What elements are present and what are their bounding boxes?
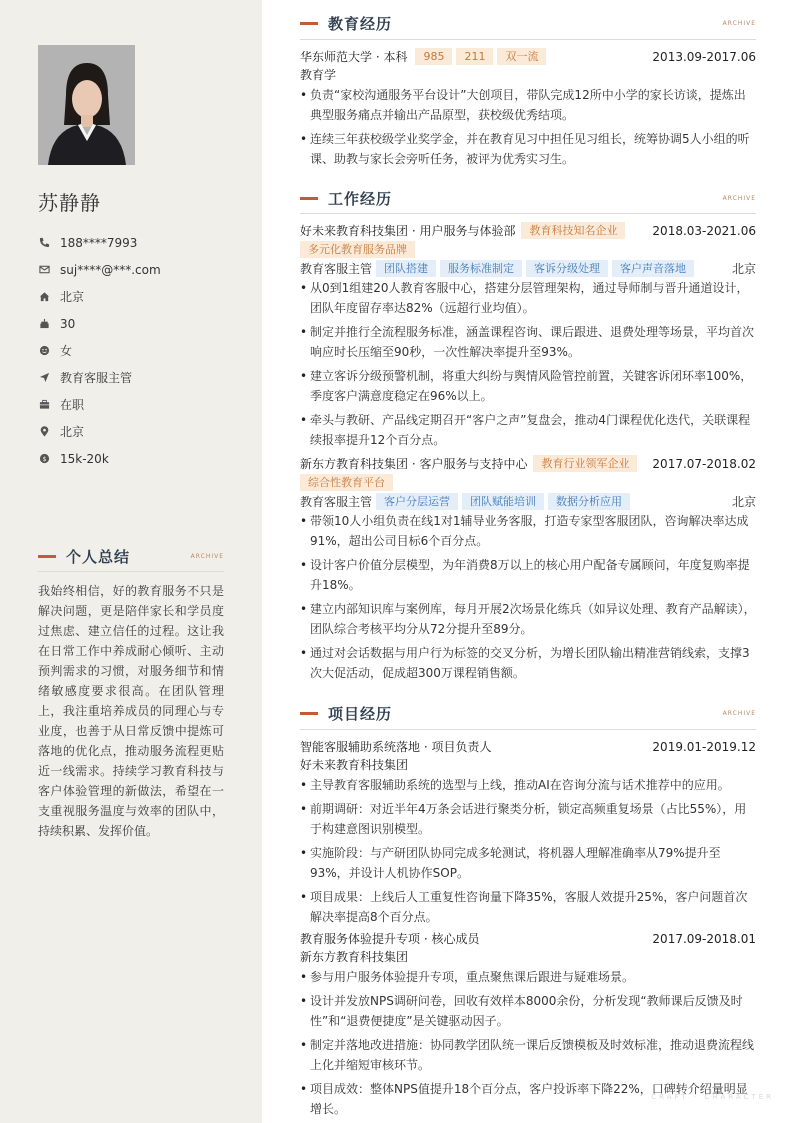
project-date: 2017.09-2018.01: [652, 931, 756, 946]
section-accent-bar: [300, 712, 318, 715]
gender-icon: [38, 345, 50, 357]
svg-text:$: $: [41, 454, 47, 463]
info-city: [38, 418, 161, 445]
briefcase-icon: [38, 399, 50, 411]
contact-info-list: [38, 229, 161, 472]
summary-section-title: 个人总结: [66, 548, 131, 566]
role-title: 教育客服主管: [300, 495, 373, 509]
project-entry: [300, 737, 756, 931]
project-header-row: [300, 737, 756, 756]
list-item: • 连续三年获校级学业奖学金，并在教育见习中担任见习组长，统筹协调5人小组的听课、助教与家长会旁听任务，被评为优秀实习生。: [300, 129, 756, 169]
project-name: 智能客服辅助系统落地 · 项目负责人: [300, 740, 492, 754]
mail-icon: [38, 264, 50, 276]
work-divider: [300, 213, 756, 214]
summary-text: 我始终相信，好的教育服务不只是解决问题，更是陪伴家长和学员度过焦虑、建立信任的过程。这让我在日常工作中养成耐心倾听、主动预判需求的习惯，对服务细节和情绪敏感度要求很高。在团队管理上，我注重培养成员的同理心与专业度，也善于从日常反馈中提炼可落地的优化点，推动服务流程更贴近一线需求。持续学习教育科技与客户体验管理的新做法，希望在一支重视服务温度与效率的团队中，持续积累、发挥价值。: [38, 584, 224, 838]
email-text: suj****@***.com: [60, 262, 161, 277]
home-icon: [38, 291, 50, 303]
info-salary: [38, 445, 161, 472]
education-date: 2013.09-2017.06: [652, 49, 756, 64]
section-accent-bar: [300, 197, 318, 200]
candidate-name: 苏静静: [38, 191, 101, 215]
list-item: • 项目成效：整体NPS值提升18个百分点，客户投诉率下降22%，口碑转介绍量明显增长。: [300, 1079, 756, 1119]
project-org: 好未来教育科技集团: [300, 758, 409, 772]
project-bullets: [300, 775, 756, 927]
work-entry: [300, 221, 756, 454]
project-divider: [300, 729, 756, 730]
list-item: • 设计客户价值分层模型，为年消费8万以上的核心用户配备专属顾问，年度复购率提升18%。: [300, 555, 756, 595]
summary-section-tag: ARCHIVE: [190, 553, 224, 560]
education-header-row: [300, 47, 756, 66]
send-icon: [38, 372, 50, 384]
watermark: CRAFT · CHARACTER: [651, 1093, 774, 1101]
school-name: 华东师范大学 · 本科: [300, 50, 408, 64]
list-item: • 制定并推行全流程服务标准，涵盖课程咨询、课后跟进、退费处理等场景，平均首次响应时长压缩至90秒，一次性解决率提升至93%。: [300, 322, 756, 362]
phone-text: 188****7993: [60, 235, 138, 250]
project-header-row: [300, 929, 756, 948]
work-header-row: [300, 454, 756, 473]
info-status: [38, 391, 161, 418]
company-tag: 综合性教育平台: [300, 474, 393, 491]
company-tag-row: [300, 473, 756, 492]
role-row: [300, 492, 756, 511]
info-age: [38, 310, 161, 337]
company-name: 好未来教育科技集团 · 用户服务与体验部: [300, 224, 516, 238]
gender-text: 女: [60, 344, 73, 358]
school-tag: 双一流: [497, 48, 546, 65]
work-city: 北京: [731, 495, 756, 509]
home-text: 北京: [60, 290, 85, 304]
list-item: • 实施阶段：与产研团队协同完成多轮测试，将机器人理解准确率从79%提升至93%，并设计人机协作SOP。: [300, 843, 756, 883]
info-home: [38, 283, 161, 310]
work-bullets: [300, 511, 756, 683]
project-section-title: 项目经历: [328, 705, 393, 723]
education-section-tag: ARCHIVE: [722, 20, 756, 27]
list-item: • 设计并发放NPS调研问卷，回收有效样本8000余份，分析发现“教师课后反馈及时性”和“退费便捷度”是关键驱动因子。: [300, 991, 756, 1031]
location-pin-icon: [38, 426, 50, 438]
education-entry: [300, 47, 756, 173]
info-phone: [38, 229, 161, 256]
work-city: 北京: [731, 262, 756, 276]
list-item: • 建立内部知识库与案例库，每月开展2次场景化练兵（如异议处理、教育产品解读），团队综合考核平均分从72分提升至89分。: [300, 599, 756, 639]
skill-tag: 客诉分级处理: [526, 260, 608, 277]
work-date: 2017.07-2018.02: [652, 456, 756, 471]
project-section-header: [300, 703, 756, 724]
company-tag: 教育科技知名企业: [521, 222, 625, 239]
list-item: • 建立客诉分级预警机制，将重大纠纷与舆情风险管控前置，关键客诉闭环率100%，季度客户满意度稳定在96%以上。: [300, 366, 756, 406]
major: 教育学: [300, 68, 337, 82]
list-item: • 从0到1组建20人教育客服中心，搭建分层管理架构，通过导师制与晋升通道设计，团队年度留存率达82%（远超行业均值）。: [300, 278, 756, 318]
list-item: • 制定并落地改进措施：协同教学团队统一课后反馈模板及时效标准，推动退费流程线上化并缩短审核环节。: [300, 1035, 756, 1075]
project-section-tag: ARCHIVE: [722, 710, 756, 717]
age-text: 30: [60, 316, 76, 331]
list-item: • 主导教育客服辅助系统的选型与上线，推动AI在咨询分流与话术推荐中的应用。: [300, 775, 756, 795]
work-section-header: [300, 188, 756, 209]
list-item: • 带领10人小组负责在线1对1辅导业务客服，打造专家型客服团队，咨询解决率达成91%，超出公司目标6个百分点。: [300, 511, 756, 551]
skill-tag: 团队搭建: [376, 260, 436, 277]
summary-section-header: [38, 546, 224, 567]
salary-icon: [38, 453, 50, 465]
project-org: 新东方教育科技集团: [300, 950, 409, 964]
skill-tag: 数据分析应用: [548, 493, 630, 510]
project-date: 2019.01-2019.12: [652, 739, 756, 754]
company-tag: 多元化教育服务品牌: [300, 241, 415, 258]
company-name: 新东方教育科技集团 · 客户服务与支持中心: [300, 457, 528, 471]
role-title: 教育客服主管: [300, 262, 373, 276]
phone-icon: [38, 237, 50, 249]
salary-text: 15k-20k: [60, 451, 109, 466]
education-section-header: [300, 13, 756, 34]
info-gender: [38, 337, 161, 364]
work-bullets: [300, 278, 756, 450]
list-item: • 通过对会话数据与用户行为标签的交叉分析，为增长团队输出精准营销线索，支撑3次大促活动，促成超300万课程销售额。: [300, 643, 756, 683]
education-section-title: 教育经历: [328, 15, 393, 33]
status-text: 在职: [60, 398, 85, 412]
list-item: • 前期调研：对近半年4万条会话进行聚类分析，锁定高频重复场景（占比55%），用于构建意图识别模型。: [300, 799, 756, 839]
list-item: • 项目成果：上线后人工重复性咨询量下降35%，客服人效提升25%，客户问题首次解决率提高8个百分点。: [300, 887, 756, 927]
section-accent-bar: [300, 22, 318, 25]
education-bullets: [300, 85, 756, 169]
city-text: 北京: [60, 425, 85, 439]
work-header-row: [300, 221, 756, 240]
work-entry: [300, 454, 756, 687]
role-row: [300, 259, 756, 278]
work-date: 2018.03-2021.06: [652, 223, 756, 238]
school-tag: 211: [456, 48, 493, 65]
skill-tag: 团队赋能培训: [462, 493, 544, 510]
company-tag: 教育行业领军企业: [533, 455, 637, 472]
school-tag: 985: [415, 48, 452, 65]
cake-icon: [38, 318, 50, 330]
summary-divider: [38, 571, 224, 572]
list-item: • 负责“家校沟通服务平台设计”大创项目，带队完成12所中小学的家长访谈，提炼出典型服务痛点并输出产品原型，获校级优秀结项。: [300, 85, 756, 125]
info-position: [38, 364, 161, 391]
profile-photo: [38, 45, 135, 165]
section-accent-bar: [38, 555, 56, 558]
skill-tag: 客户声音落地: [612, 260, 694, 277]
work-section-tag: ARCHIVE: [722, 195, 756, 202]
list-item: • 牵头与教研、产品线定期召开“客户之声”复盘会，推动4门课程优化迭代，关联课程续报率提升12个百分点。: [300, 410, 756, 450]
skill-tag: 客户分层运营: [376, 493, 458, 510]
info-email: [38, 256, 161, 283]
skill-tag: 服务标准制定: [440, 260, 522, 277]
position-text: 教育客服主管: [60, 371, 133, 385]
list-item: • 参与用户服务体验提升专项，重点聚焦课后跟进与疑难场景。: [300, 967, 756, 987]
company-tag-row: [300, 240, 756, 259]
sidebar: [0, 0, 262, 1123]
education-divider: [300, 39, 756, 40]
project-name: 教育服务体验提升专项 · 核心成员: [300, 932, 480, 946]
work-section-title: 工作经历: [328, 190, 393, 208]
